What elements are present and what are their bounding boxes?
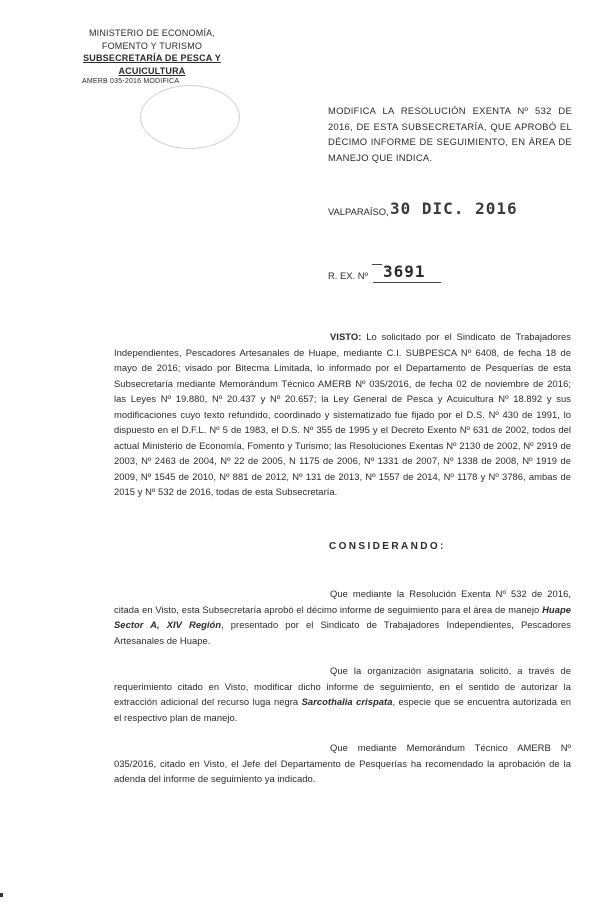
paragraph-2-text-a: Que la organización asignataria solicitó, a través de requerimiento citado en Visto, modificar dicho informe de seguimiento, en el sentido de autorizar la extracción adicional del recurso luga negra bbox=[114, 665, 571, 707]
paragraph-1-text-a: Que mediante la Resolución Exenta Nº 532 de 2016, citada en Visto, esta Subsecretaría aprobó el décimo informe de seguimiento para el área de manejo bbox=[114, 588, 571, 615]
area-name: Huape Sector A, XIV Región bbox=[114, 603, 571, 630]
resolution-number: 3691 bbox=[383, 262, 426, 281]
paragraph-1-text-b: , presentado por el Sindicato de Trabajadores Independientes, Pescadores Artesanales de Huape. bbox=[114, 619, 571, 646]
paragraph-3-text: Que mediante Memorándum Técnico AMERB Nº 035/2016, citado en Visto, el Jefe del Departamento de Pesquerías ha recomendado la aprobación de la adenda del informe de seguimiento ya indicado. bbox=[114, 742, 571, 784]
considerando-heading: CONSIDERANDO: bbox=[329, 541, 446, 552]
scan-edge-mark bbox=[0, 893, 3, 897]
resolution-number-label: R. EX. Nº bbox=[328, 270, 368, 281]
considerando-paragraph-3 bbox=[114, 740, 571, 787]
number-underline bbox=[373, 282, 441, 283]
resolution-subject: MODIFICA LA RESOLUCIÓN EXENTA Nº 532 DE 2016, DE ESTA SUBSECRETARÍA, QUE APROBÓ EL DÉCIMO INFORME DE SEGUIMIENTO, EN ÁREA DE MANEJO QUE INDICA. bbox=[328, 105, 572, 163]
letterhead bbox=[52, 27, 252, 87]
ministry-name: MINISTERIO DE ECONOMÍA, bbox=[88, 28, 216, 38]
visto-text: Lo solicitado por el Sindicato de Trabajadores Independientes, Pescadores Artesanales de Huape, mediante C.I. SUBPESCA Nº 6408, de fecha 18 de mayo de 2016; visado por Bitecma Limitada, lo informado por el Departamento de Pesquerías de esta Subsecretaría mediante Memorándum Técnico AMERB Nº 035/2016, de fecha 02 de noviembre de 2016; las Leyes Nº 19.880, Nº 20.437 y Nº 20.657; la Ley General de Pesca y Acuicultura Nº 18.892 y sus modificaciones cuyo texto refundido, coordinado y sistematizado fue fijado por el D.S. Nº 430 de 1991, lo dispuesto en el D.F.L. Nº 5 de 1983, el D.S. Nº 355 de 1995 y el Decreto Exento Nº 631 de 2002, todos del actual Ministerio de Economía, Fomento y Turismo; las Resoluciones Exentas Nº 2130 de 2002, Nº 2919 de 2003, Nº 2463 de 2004, Nº 22 de 2005, N 1175 de 2006, Nº 1331 de 2007, Nº 1338 de 2008, Nº 1919 de 2009, Nº 1545 de 2010, Nº 881 de 2012, Nº 131 de 2013, Nº 1557 de 2014, Nº 1178 y Nº 3786, ambas de 2015 y Nº 532 de 2016, todas de esta Subsecretaría. bbox=[114, 331, 571, 497]
visto-paragraph bbox=[114, 329, 571, 500]
date-stamp: 30 DIC. 2016 bbox=[390, 199, 518, 218]
file-reference: AMERB 035-2016 MODIFICA bbox=[82, 78, 180, 85]
considerando-paragraph-2 bbox=[114, 663, 571, 725]
visto-label: VISTO: bbox=[330, 331, 362, 342]
place-label: VALPARAÍSO, bbox=[328, 206, 389, 217]
number-dash bbox=[372, 264, 382, 265]
faded-seal bbox=[140, 85, 240, 149]
species-name: Sarcothalia crispata bbox=[301, 696, 393, 707]
ministry-subname: FOMENTO Y TURISMO bbox=[101, 40, 203, 51]
considerando-paragraph-1 bbox=[114, 586, 571, 648]
paragraph-2-text-b: , especie que se encuentra autorizada en el respectivo plan de manejo. bbox=[114, 696, 572, 723]
undersecretariat-name: SUBSECRETARÍA DE PESCA Y ACUICULTURA bbox=[83, 53, 221, 76]
